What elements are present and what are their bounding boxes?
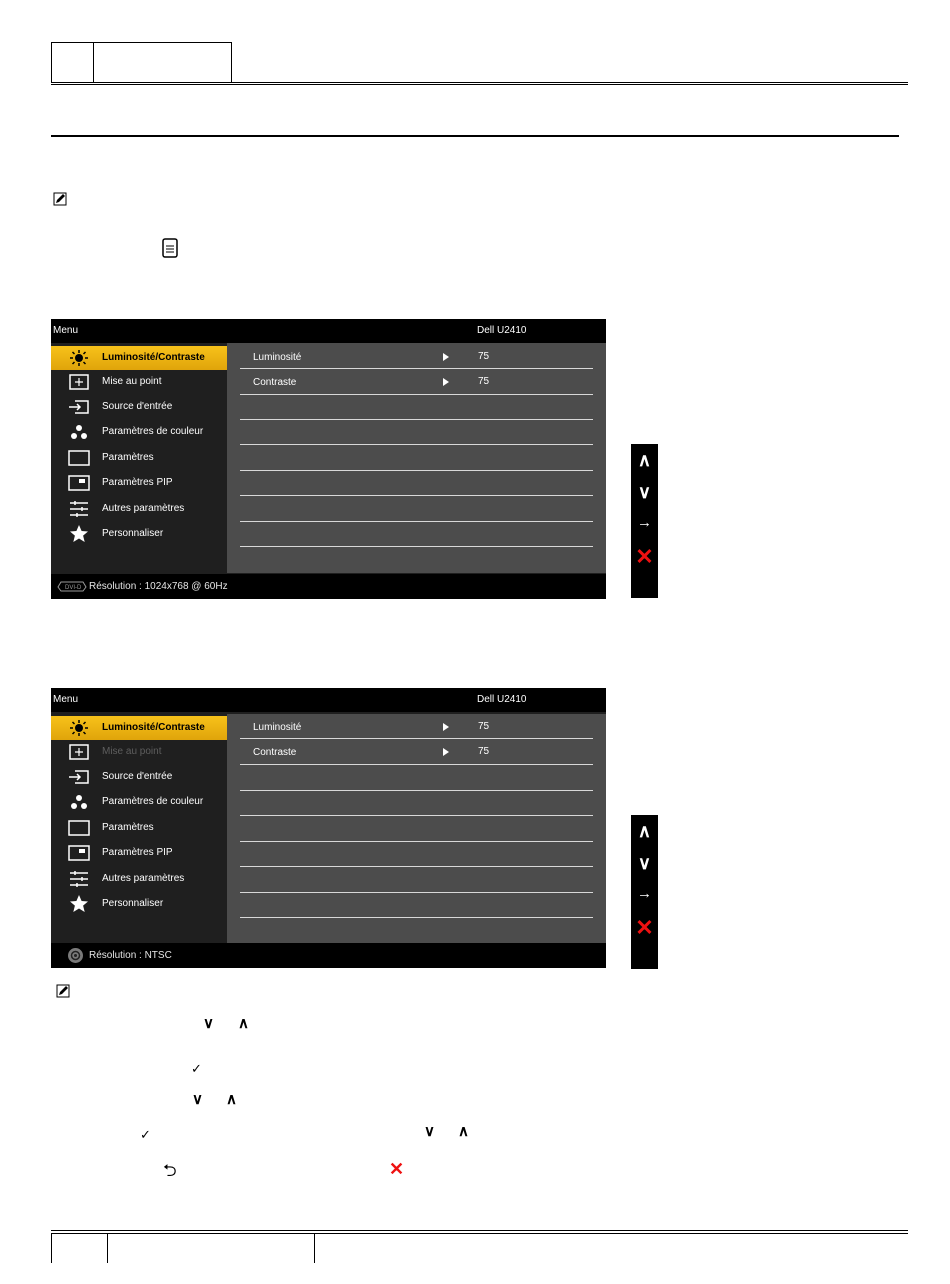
star-icon [67, 895, 91, 913]
osd-menu-item-other-settings[interactable] [51, 867, 227, 891]
osd-menu-label: Personnaliser [102, 528, 164, 539]
osd-row-contrast[interactable] [253, 746, 490, 758]
menu-button-icon [162, 238, 178, 258]
osd-row-divider [240, 841, 593, 842]
osd-row-divider [240, 764, 593, 765]
enter-arrow-icon[interactable]: → [637, 885, 652, 902]
color-settings-icon [67, 793, 91, 811]
header-nav-cell-2 [93, 42, 232, 83]
osd-screenshot-bottom [51, 688, 606, 968]
osd-menu-item-other-settings[interactable] [51, 497, 227, 521]
display-settings-icon [67, 819, 91, 837]
osd-row-contrast[interactable] [253, 376, 490, 388]
osd-menu-label: Paramètres PIP [102, 847, 173, 858]
osd-menu-label: Paramètres [102, 452, 154, 463]
other-settings-icon [67, 870, 91, 888]
down-icon[interactable]: ∨ [637, 482, 652, 502]
osd-row-brightness[interactable] [253, 351, 490, 363]
osd-model-name: Dell U2410 [477, 694, 527, 705]
pip-settings-icon [67, 474, 91, 492]
osd-row-divider [240, 892, 593, 893]
input-source-icon [67, 398, 91, 416]
osd-menu-label: Paramètres PIP [102, 477, 173, 488]
osd-menu-label: Autres paramètres [102, 503, 185, 514]
down-icon: ∨ [424, 1123, 435, 1140]
footer-nav-topline [51, 1230, 908, 1231]
down-icon: ∨ [203, 1015, 214, 1032]
osd-menu-item-input-source[interactable] [51, 395, 227, 419]
osd-menu-item-auto-adjust [51, 740, 227, 764]
osd-row-value: 75 [478, 351, 490, 362]
osd-menu-label: Source d'entrée [102, 401, 173, 412]
osd-submenu-panel [227, 714, 606, 944]
osd-resolution-text: Résolution : 1024x768 @ 60Hz [89, 581, 228, 592]
osd-menu-label: Luminosité/Contraste [102, 352, 205, 363]
osd-menu-label: Personnaliser [102, 898, 164, 909]
color-settings-icon [67, 423, 91, 441]
star-icon [67, 525, 91, 543]
auto-adjust-icon [67, 373, 91, 391]
osd-row-divider [240, 546, 593, 547]
osd-menu-title: Menu [53, 694, 79, 705]
osd-row-label: Contraste [253, 377, 297, 388]
osd-menu-title: Menu [53, 325, 79, 336]
osd-menu-label: Paramètres de couleur [102, 796, 204, 807]
osd-menu-label: Source d'entrée [102, 771, 173, 782]
osd-row-value: 75 [478, 376, 490, 387]
up-icon: ∧ [458, 1123, 469, 1140]
osd-model-name: Dell U2410 [477, 325, 527, 336]
osd-row-divider [240, 419, 593, 420]
osd-row-divider [240, 917, 593, 918]
osd-menu-label: Autres paramètres [102, 873, 185, 884]
osd-row-brightness[interactable] [253, 721, 490, 733]
osd-row-divider [240, 815, 593, 816]
brightness-icon [67, 349, 91, 367]
osd-row-divider [240, 444, 593, 445]
brightness-icon [67, 719, 91, 737]
checkmark-icon: ✓ [140, 1127, 151, 1142]
exit-x-icon: ✕ [389, 1159, 405, 1179]
down-icon[interactable]: ∨ [637, 853, 652, 873]
auto-adjust-icon [67, 743, 91, 761]
up-icon: ∧ [226, 1091, 237, 1108]
osd-menu-item-color-settings[interactable] [51, 790, 227, 814]
osd-menu-item-color-settings[interactable] [51, 420, 227, 444]
play-arrow-icon [443, 378, 449, 386]
osd-submenu-panel [227, 343, 606, 573]
osd-menu-item-personalize[interactable] [51, 522, 227, 546]
display-settings-icon [67, 449, 91, 467]
osd-menu-item-display-settings[interactable] [51, 816, 227, 840]
header-nav-underline [51, 84, 908, 85]
footer-nav-cell-3 [314, 1233, 908, 1263]
osd-menu-item-input-source[interactable] [51, 765, 227, 789]
osd-menu-label: Mise au point [102, 746, 162, 757]
note-pencil-icon [56, 984, 70, 998]
note-pencil-icon [53, 192, 67, 206]
exit-x-icon[interactable]: ✕ [635, 915, 654, 940]
osd-row-label: Luminosité [253, 352, 302, 363]
header-nav-cell-1 [51, 42, 94, 83]
other-settings-icon [67, 500, 91, 518]
osd-row-label: Contraste [253, 747, 297, 758]
down-icon: ∨ [192, 1091, 203, 1108]
osd-status-bar [51, 943, 606, 968]
osd-row-divider [240, 790, 593, 791]
svg-text:DVI-D: DVI-D [65, 585, 82, 591]
osd-row-value: 75 [478, 746, 490, 757]
osd-row-divider [240, 470, 593, 471]
header-nav-cell-3 [231, 42, 908, 83]
input-source-icon [67, 768, 91, 786]
osd-row-divider [240, 368, 593, 369]
up-icon[interactable]: ∧ [637, 821, 652, 841]
play-arrow-icon [443, 353, 449, 361]
osd-row-label: Luminosité [253, 722, 302, 733]
osd-row-value: 75 [478, 721, 490, 732]
up-icon[interactable]: ∧ [637, 450, 652, 470]
osd-row-divider [240, 521, 593, 522]
composite-input-icon [67, 947, 84, 964]
osd-keypad-top [631, 444, 658, 598]
osd-menu-item-brightness-contrast[interactable] [51, 716, 227, 740]
osd-row-divider [240, 866, 593, 867]
pip-settings-icon [67, 844, 91, 862]
osd-menu-item-pip-settings[interactable] [51, 471, 227, 495]
osd-menu-label: Mise au point [102, 376, 162, 387]
osd-row-divider [240, 394, 593, 395]
footer-nav-cell-1 [51, 1233, 108, 1263]
checkmark-icon: ✓ [191, 1061, 202, 1076]
osd-resolution-text: Résolution : NTSC [89, 950, 172, 961]
play-arrow-icon [443, 723, 449, 731]
footer-nav-cell-2 [107, 1233, 315, 1263]
osd-status-bar [51, 574, 606, 599]
osd-menu-label: Luminosité/Contraste [102, 722, 205, 733]
back-arrow-icon: ⮌ [163, 1161, 177, 1180]
dvi-icon [57, 581, 87, 592]
osd-title-bar [51, 688, 606, 712]
up-icon: ∧ [238, 1015, 249, 1032]
osd-menu-item-display-settings[interactable] [51, 446, 227, 470]
osd-menu-item-brightness-contrast[interactable] [51, 346, 227, 370]
osd-menu-item-personalize[interactable] [51, 892, 227, 916]
osd-menu-label: Paramètres de couleur [102, 426, 204, 437]
section-divider [51, 135, 899, 137]
osd-row-divider [240, 738, 593, 739]
osd-screenshot-top [51, 319, 606, 599]
play-arrow-icon [443, 748, 449, 756]
osd-title-bar [51, 319, 606, 343]
enter-arrow-icon[interactable]: → [637, 514, 652, 531]
osd-keypad-bottom [631, 815, 658, 969]
osd-row-divider [240, 495, 593, 496]
exit-x-icon[interactable]: ✕ [635, 544, 654, 569]
osd-menu-label: Paramètres [102, 822, 154, 833]
osd-menu-item-auto-adjust[interactable] [51, 370, 227, 394]
osd-menu-item-pip-settings[interactable] [51, 841, 227, 865]
